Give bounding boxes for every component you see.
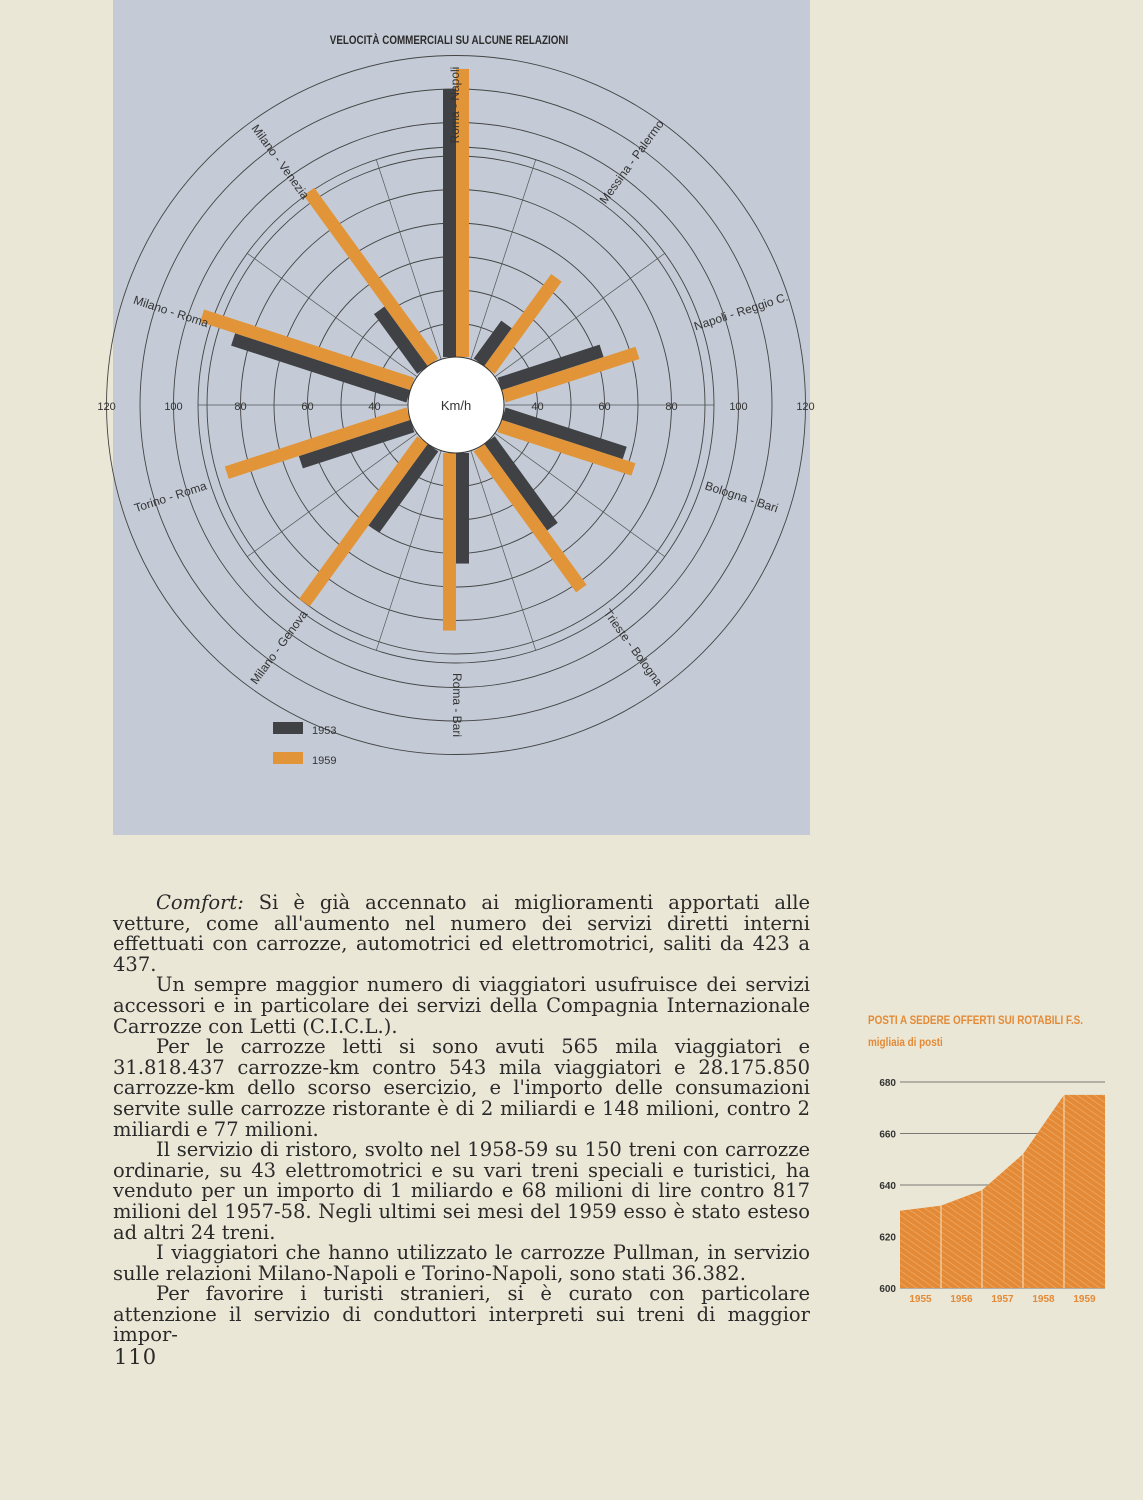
tick-label-left: 120 xyxy=(97,401,116,413)
area-series xyxy=(900,1095,1105,1288)
x-tick-label: 1957 xyxy=(991,1294,1014,1305)
tick-label-right: 100 xyxy=(729,401,748,413)
tick-label-left: 60 xyxy=(301,401,314,413)
route-label: Milano - Roma xyxy=(131,292,211,331)
y-tick-label: 680 xyxy=(879,1078,896,1089)
x-tick-label: 1959 xyxy=(1073,1294,1096,1305)
bar-1953-roma-bari xyxy=(456,453,469,564)
chart-title: VELOCITÀ COMMERCIALI SU ALCUNE RELAZIONI xyxy=(329,34,569,48)
y-tick-label: 620 xyxy=(879,1232,896,1244)
route-label: Messina - Palermo xyxy=(596,117,667,207)
radial-chart xyxy=(97,0,815,835)
tick-label-left: 100 xyxy=(164,401,183,413)
tick-label-right: 120 xyxy=(796,401,815,413)
route-label: Milano - Venezia xyxy=(248,121,313,202)
route-label: Roma - Bari xyxy=(449,672,464,738)
route-label: Napoli - Reggio C. xyxy=(692,289,790,334)
y-tick-label: 600 xyxy=(879,1284,896,1295)
paragraph: Il servizio di ristoro, svolto nel 1958-59 su 150 treni con carrozze ordinarie, su 43 elettromotrici e su vari treni speciali e turistici, ha venduto per un importo di 1 miliardo e 68 milioni di lire contro 817 milioni del 1957-58. Negli ultimi sei mesi del 1959 esso è stato esteso ad altri 24 treni. xyxy=(113,1138,810,1244)
route-label: Milano - Genova xyxy=(247,607,311,687)
tick-label-right: 80 xyxy=(665,401,678,413)
page-number: 110 xyxy=(114,1345,158,1369)
body-text xyxy=(113,893,810,1346)
tick-label-right: 60 xyxy=(598,401,611,413)
y-tick-label: 640 xyxy=(879,1181,896,1192)
legend-swatch-1959 xyxy=(273,752,303,764)
paragraph-comfort: Comfort: Si è già accennato ai miglioramenti apportati alle vetture, come all'aumento nel numero dei servizi diretti interni effettuati con carrozze, automotrici ed elettromotrici, saliti da 423 a 437. xyxy=(113,891,810,976)
route-label: Roma - Napoli xyxy=(448,66,463,144)
tick-label-left: 40 xyxy=(368,401,381,413)
x-tick-label: 1955 xyxy=(909,1294,932,1305)
bar-1959-trieste-bologna xyxy=(474,444,587,593)
route-label: Trieste - Bologna xyxy=(600,606,666,689)
bar-1959-torino-roma xyxy=(225,407,411,478)
paragraph-lead: Comfort: xyxy=(156,891,244,914)
legend-swatch-1953 xyxy=(273,722,303,734)
x-tick-label: 1958 xyxy=(1032,1294,1055,1305)
y-tick-label: 660 xyxy=(879,1129,896,1141)
side-chart-subtitle: migliaia di posti xyxy=(868,1037,943,1049)
x-tick-label: 1956 xyxy=(950,1294,973,1305)
bar-1959-milano-venezia xyxy=(304,188,439,366)
route-label: Torino - Roma xyxy=(132,478,209,516)
tick-label-left: 80 xyxy=(234,401,247,413)
radial-chart-panel xyxy=(97,0,815,835)
chart-legend xyxy=(273,722,336,767)
tick-label-right: 40 xyxy=(531,401,544,413)
area-hatching xyxy=(900,1095,1105,1288)
paragraph: Per favorire i turisti stranieri, si è curato con particolare attenzione il servizio di conduttori interpreti sui treni di maggior impor- xyxy=(113,1282,810,1347)
side-chart-title: POSTI A SEDERE OFFERTI SUI ROTABILI F.S. xyxy=(868,1015,1084,1027)
route-label: Bologna - Bari xyxy=(703,478,780,516)
legend-label-1959: 1959 xyxy=(312,755,337,767)
legend-label-1953: 1953 xyxy=(312,725,337,737)
paragraph: Per le carrozze letti si sono avuti 565 mila viaggiatori e 31.818.437 carrozze-km contro 543 mila viaggiatori e 28.175.850 carrozze-km dello scorso esercizio, e l'importo delle consumazioni servite sulle carrozze ristorante è di 2 miliardi e 148 milioni, contro 2 miliardi e 77 milioni. xyxy=(113,1035,810,1141)
paragraph: Un sempre maggior numero di viaggiatori usufruisce dei servizi accessori e in particolare dei servizi della Compagnia Internazionale Carrozze con Letti (C.I.C.L.). xyxy=(113,973,810,1038)
paragraph: I viaggiatori che hanno utilizzato le carrozze Pullman, in servizio sulle relazioni Milano-Napoli e Torino-Napoli, sono stati 36.382. xyxy=(113,1241,810,1285)
area-chart xyxy=(840,1070,1130,1320)
center-label: Km/h xyxy=(440,398,472,413)
bar-1959-roma-bari xyxy=(443,453,456,631)
